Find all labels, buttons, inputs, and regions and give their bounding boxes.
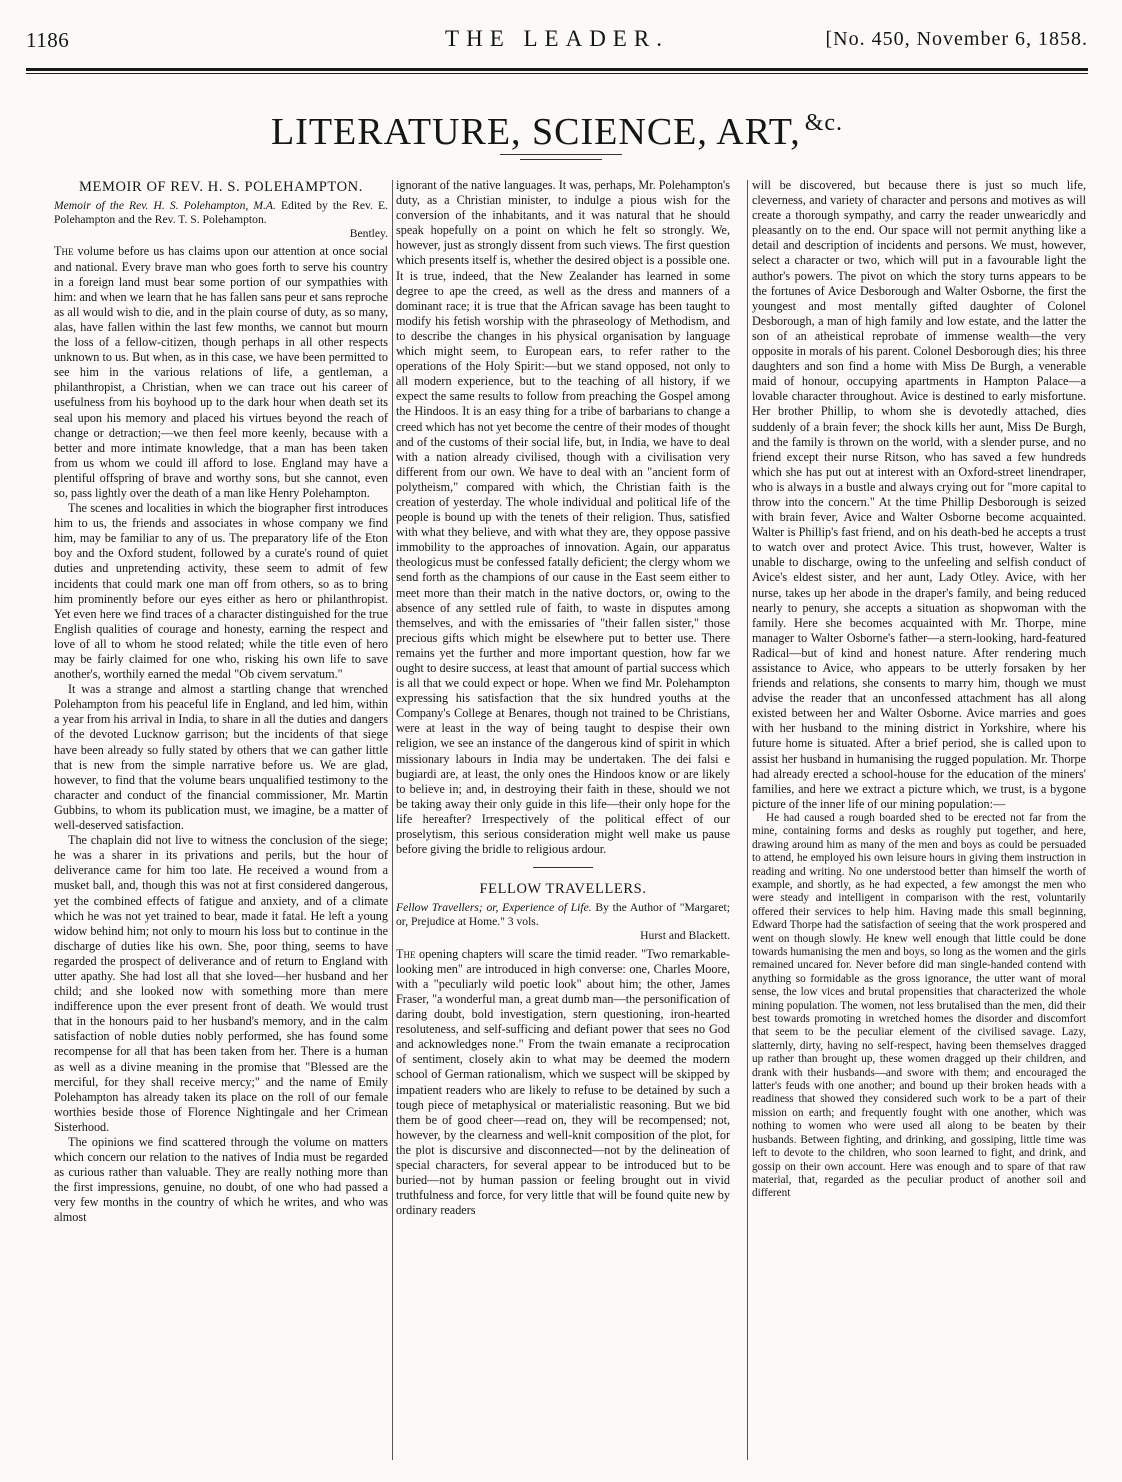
section-title-etc: &c. [804, 110, 844, 137]
article-1-publisher: Bentley. [349, 226, 388, 240]
article-separator [533, 867, 593, 868]
column-3 [752, 178, 1086, 1466]
article-1-editors: Edited by the Rev. E. Polehampton and the Rev. T. S. Polehampton. [54, 199, 388, 226]
article-1-title: MEMOIR OF REV. H. S. POLEHAMPTON. [79, 179, 363, 195]
article-2-lead-word: The [396, 946, 416, 961]
article-2-extract: He had caused a rough boarded shed to be erected not far from the mine, containing forms and desks as roughly put together, and here, drawing around him as many of the men and boys as could be persuaded to attend, he employed his own leisure hours in giving them instruction in reading and writing. No one understood better than himself the worth of example, and shortly, as he had expected, a few amongst the men who were steady and intelligent in comparison with the rest, voluntarily offered their services to help him. Having made this small beginning, Edward Thorpe had the satisfaction of seeing that the work prospered and went on though slowly. He knew well enough that little could be done towards humanising the men and boys, so long as the women and the girls remained uncared for. Never before did man single-handed contend with anything so formidable as the gross ignorance, the utter want of moral sense, the low vices and brutal propensities that characterized the whole mining population. The women, not less brutalised than the men, did their best towards promoting in wretched homes the disorder and discomfort that seem to be the peculiar element of the civilised savage. Lazy, slatternly, dirty, having no self-respect, having been themselves dragged up rather than brought up, these women dragged up their children, and drank with their husbands—and swore with them; and encouraged the latter's feuds with one another; and bound up their broken heads with a readiness that showed they considered such work to be a part of their mission on earth; and frequently fought with one another, which was nothing to women who were used all along to be beaten by their husbands. Between fighting, and drinking, and gossiping, little time was left to devote to the children, who soon learned to fight, and drink, and gossip on their own account. Here was enough and to spare of that raw material, that, regarded as the peculiar product of another soil and different [752, 811, 1086, 1200]
article-2-paragraph-1 [396, 947, 730, 1219]
section-title [26, 110, 1088, 154]
column-1 [54, 178, 388, 1466]
article-2-paragraph-1-text: opening chapters will scare the timid reader. "Two remarkable-looking men" are introduced in high converse: one, Charles Moore, with a "peculiarly wild poetic look" about him; the other, James Fraser, "a wonderful man, a great dumb man—the personification of daring doubt, bold investigation, stern questioning, iron-hearted resoluteness, and self-sufficing and defiant power that sees no God and acknowledges none." From the twain emanate a reciprocation of sentiment, closely akin to what may be deemed the modern school of German rationalism, which we suspect will be skipped by impatient readers who are likely to refuse to be detained by such a tough piece of metaphysical or materialistic reasoning. But we bid them be of good cheer—read on, they will be recompensed; not, however, by the clearness and well-knit composition of the plot, for the plot is discursive and disconnected—not by the delineation of special characters, for several appear to be introduced but to be buried—not by human passion or feeling brought out in vivid truthfulness and force, for very little that will be found quite new by ordinary readers [396, 946, 730, 1218]
header-rule-thick [26, 68, 1088, 71]
article-1-subtitle [54, 199, 388, 240]
column-divider-1 [392, 180, 393, 1460]
article-1-paragraph-4: The chaplain did not live to witness the conclusion of the siege; he was a sharer in its privations and perils, but the hour of deliverance came for him too late. He received a wound from a musket ball, and, though this was not at first considered dangerous, yet the combined effects of fatigue and anxiety, and of a climate which he was not yet trained to bear, made it fatal. He left a young widow behind him; not only to mourn his loss but to continue in the discharge of duties like his own. She, poor thing, seems to have regarded the prospect of deliverance and of return to England with utter apathy. She had lost all that she loved—her husband and her child; and she looked now with something more than mere indifference upon the ever present front of death. We would trust that in the honours paid to her husband's memory, and in the calm satisfaction of noble duties nobly performed, she has found some recompense for all that has been taken from her. There is a human as well as a divine meaning in the promise that "Blessed are the merciful, for they shall receive mercy;" and the name of Emily Polehampton has already taken its place on the roll of our female worthies beside those of Florence Nightingale and her Crimean Sisterhood. [54, 833, 388, 1134]
issue-line: [No. 450, November 6, 1858. [825, 28, 1088, 50]
ornament-rule-short [520, 159, 602, 160]
article-2-subtitle [396, 901, 730, 942]
article-1-paragraph-3: It was a strange and almost a startling change that wrenched Polehampton from his peaceful life in England, and led him, within a year from his arrival in India, to share in all the duties and dangers of the devoted Lucknow garrison; but the incidents of that siege have been already so fully stated by others that we can gather little that is new from the simple narrative before us. We are glad, however, to find that the volume bears unqualified testimony to the character and conduct of the financial commissioner, Mr. Martin Gubbins, to whom its publication must, we imagine, be a matter of well-deserved satisfaction. [54, 682, 388, 833]
masthead: THE LEADER. [445, 26, 669, 51]
article-2-publisher: Hurst and Blackett. [640, 928, 730, 942]
article-1-paragraph-5: The opinions we find scattered through the volume on matters which concern our relation to the natives of India must be regarded as curious rather than valuable. They are really nothing more than the first impressions, genuine, no doubt, of one who had passed a very few months in the country of which he writes, and who was almost [54, 1135, 388, 1225]
article-2-paragraph-2: will be discovered, but because there is just so much life, cleverness, and variety of character and persons and motives as will create a thorough sympathy, and carry the reader unwearicdly and pleasantly on to the end. Our space will not permit anything like a detail and description of incidents and persons. We must, however, select a character or two, which will put in a favourable light the author's powers. The pivot on which the story turns appears to be the fortunes of Avice Desborough and Walter Osborne, the first the youngest and most mentally gifted daughter of Colonel Desborough, a man of high family and low estate, and the latter the son of an atheistical reprobate of immense wealth—the very opposite in morals of his parent. Colonel Desborough dies; his three daughters and son find a home with Miss De Burgh, a venerable maid of honour, occupying apartments in Hampton Palace—a lovable character throughout. Avice is destined to early misfortune. Her brother Phillip, to whom she is devotedly attached, dies suddenly of a brain fever; the shock kills her aunt, Miss De Burgh, and the family is thrown on the world, with a slender purse, and no friend except their nurse Ritson, who has saved a few hundreds which she has put out at interest with an Oxford-street linendraper, who is always in a bustle and always crying out for "more capital to throw into the concern." At the time Phillip Desborough is seized with brain fever, Avice and Walter Osborne become acquainted. Walter is Phillip's fast friend, and on his death-bed he accepts a trust to watch over and protect Avice. This trust, however, Walter is unable to discharge, owing to the unfeeling and selfish conduct of Avice's eldest sister, and her aunt, Lady Otley. Avice, with her nurse, takes up her abode in the draper's family, and being reduced nearly to penury, she accepts a situation as shopwoman with the family. Here she becomes acquainted with Mr. Thorpe, mine manager to Walter Osborne's father—a stern-looking, hard-featured Radical—but of kind and honest nature. After rendering much assistance to Avice, who appears to be utterly forsaken by her friends and relations, she consents to marry him, though we must advise the reader that an unconfessed attachment has all along existed between her and Walter Osborne. Avice marries and goes with her husband to the mining district in Yorkshire, where his future home is situated. After a brief period, she is called upon to assist her husband in humanising the rugged population. Mr. Thorpe had already erected a school-house for the education of the miners' families, and here we extract a picture which, we trust, is a bygone picture of the inner life of our mining population:— [752, 178, 1086, 811]
article-1-paragraph-2: The scenes and localities in which the biographer first introduces him to us, the friends and associates in whose company we find him, may be familiar to any of us. The preparatory life of the Eton boy and the Oxford student, followed by a curate's round of quiet duties and unpretending activity, these seem to admit of few incidents that could mark one man off from others, so as to bring him prominently before our eyes either as hero or philanthropist. Yet even here we find traces of a character distinguished for the true English qualities of courage and honesty, earning the respect and love of all to whom he stood related; while the title even of hero may be fairly claimed for one who, risking his own life to save another's, worthily earned the medal "Ob civem servatum." [54, 501, 388, 682]
page-header [26, 22, 1088, 56]
column-2 [396, 178, 730, 1466]
article-2-title: FELLOW TRAVELLERS. [479, 881, 647, 898]
article-1-paragraph-1 [54, 244, 388, 501]
article-1-paragraph-6: ignorant of the native languages. It was, perhaps, Mr. Polehampton's duty, as a Christian minister, to indulge a pious wish for the conversion of the inhabitants, and it was natural that he should speak hopefully on a point on which he felt so strongly. We, however, just as strongly dissent from such views. The first question which presents itself is, whether the desired object is a possible one. It is true, indeed, that the New Zealander has learned in some degree to ape the creed, as well as the dress and manners of a dominant race; it is true that the African savage has been taught to modify his fetish worship with the phraseology of Methodism, and to describe the changes in his physical organisation by language which might seem, to European ears, to refer rather to the operations of the Holy Spirit:—but we stand opposed, not only to all modern experience, but to the teaching of all history, if we expect the same results to follow from preaching the Gospel among the Hindoos. It is an easy thing for a tribe of barbarians to change a creed which has not yet become the centre of their modes of thought and of the customs of their social life, but, in India, we have to deal with a nation already civilised, though with a civilisation very different from our own. We have to deal with an "ancient form of polytheism," compared with which, the Christian faith is the creation of yesterday. The whole individual and political life of the people is bound up with the tenets of their religion. Thus, satisfied with what they believe, and with what they are, they oppose passive immobility to the approaches of innovation. Again, our apparatus theologicus must be confessed fatally deficient; the clergy whom we send forth as the champions of our cause in the East seem either to meet more than their match in the native doctors, or, owing to the absence of any settled rule of faith, to waste in disputes among themselves, and with the emissaries of "their fallen sister," those precious gifts which might be elsewhere put to better use. There remains yet the further and more important question, how far we ought to desire success, at least that amount of partial success which is all that we could expect or hope. When we find Mr. Polehampton expressing his satisfaction that the six hundred youths at the Company's College at Benares, though not trained to be Christians, were at least in the way of being taught to despise their own religion, we see an instance of the dangerous kind of spirit in which missionary labours in India may be undertaken. The dei falsi e bugiardi are, at least, the only ones the Hindoos know or are likely to believe in; and, in destroying their faith in these, should we not be taking away their only guide in this life—their only hope for the life hereafter? Irrespectively of the political effect of our proselytism, this serious consideration might well make us pause before giving the bridle to religious ardour. [396, 178, 730, 857]
article-1-lead-word: The [54, 244, 74, 259]
article-2-book-title: Fellow Travellers; or, Experience of Life. [396, 901, 592, 915]
article-1-book-title: Memoir of the Rev. H. S. Polehampton, M.A. [54, 199, 276, 213]
section-title-text: LITERATURE, SCIENCE, ART, [270, 111, 801, 153]
ornament-rule-long [500, 154, 622, 155]
header-rule-thin [26, 73, 1088, 74]
title-ornament [500, 154, 622, 164]
column-divider-2 [747, 180, 748, 1460]
article-2-author-line: By the Author of "Margaret; or, Prejudice at Home." 3 vols. [396, 901, 730, 929]
page-number: 1186 [26, 28, 70, 52]
article-1-paragraph-1-text: volume before us has claims upon our attention at once social and national. Every brave man who goes forth to serve his country in a foreign land must bear some portion of our sympathies with him: and when we learn that he has fallen sans peur et sans reproche as all would wish to die, and in the plain course of duty, as so many, alas, have fallen within the last few months, we cannot but mourn the loss of a fellow-citizen, though perhaps in all other respects unknown to us. But when, as in this case, we have been permitted to see him in the various relations of life, a gentleman, a philanthropist, a Christian, when we can trace out his career of usefulness from his boyhood up to the dark hour when death set its seal upon his memory and placed his virtues beyond the reach of change or detraction;—we then feel more keenly, because with a better and more intimate knowledge, that a man has been taken from us whom we could ill afford to lose. England may have a plentiful offspring of brave and worthy sons, but she cannot, even so, pass lightly over the death of a man like Henry Polehampton. [54, 244, 388, 500]
